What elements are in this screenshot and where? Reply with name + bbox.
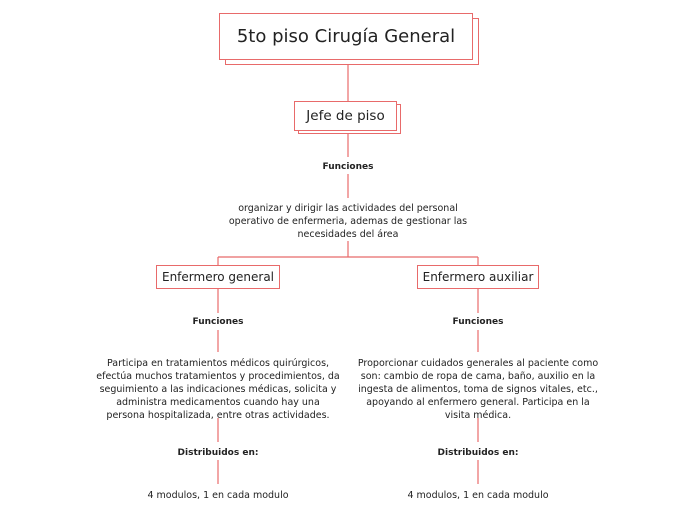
- general-distribution-label: Distribuidos en:: [177, 448, 259, 458]
- enfermero-auxiliar-node[interactable]: [417, 265, 539, 289]
- root-node[interactable]: [219, 13, 473, 60]
- jefe-functions-label: Funciones: [322, 162, 374, 172]
- jefe-description: organizar y dirigir las actividades del personal operativo de enfermeria, ademas de gestionar las necesidades del área: [228, 203, 468, 240]
- general-functions-label: Funciones: [192, 317, 244, 327]
- jefe-node-label: Jefe de piso: [306, 108, 385, 124]
- enfermero-general-label: Enfermero general: [161, 270, 275, 284]
- root-node-label: 5to piso Cirugía General: [236, 26, 456, 47]
- auxiliar-functions-label: Funciones: [452, 317, 504, 327]
- enfermero-general-node[interactable]: [156, 265, 280, 289]
- jefe-node[interactable]: [294, 101, 397, 131]
- general-description: Participa en tratamientos médicos quirúrgicos, efectúa muchos tratamientos y procedimientos, da seguimiento a las indicaciones médicas, solicita y administra medicamentos cuando hay una persona hospitalizada, entre otras actividades.: [96, 358, 340, 421]
- auxiliar-distribution-label: Distribuidos en:: [437, 448, 519, 458]
- auxiliar-description: Proporcionar cuidados generales al paciente como son: cambio de ropa de cama, baño, auxilio en la ingesta de alimentos, toma de signos vitales, etc., apoyando al enfermero general. Participa en la visita médica.: [357, 358, 599, 421]
- enfermero-auxiliar-label: Enfermero auxiliar: [422, 270, 534, 284]
- auxiliar-distribution-value: 4 modulos, 1 en cada modulo: [407, 490, 549, 501]
- general-distribution-value: 4 modulos, 1 en cada modulo: [147, 490, 289, 501]
